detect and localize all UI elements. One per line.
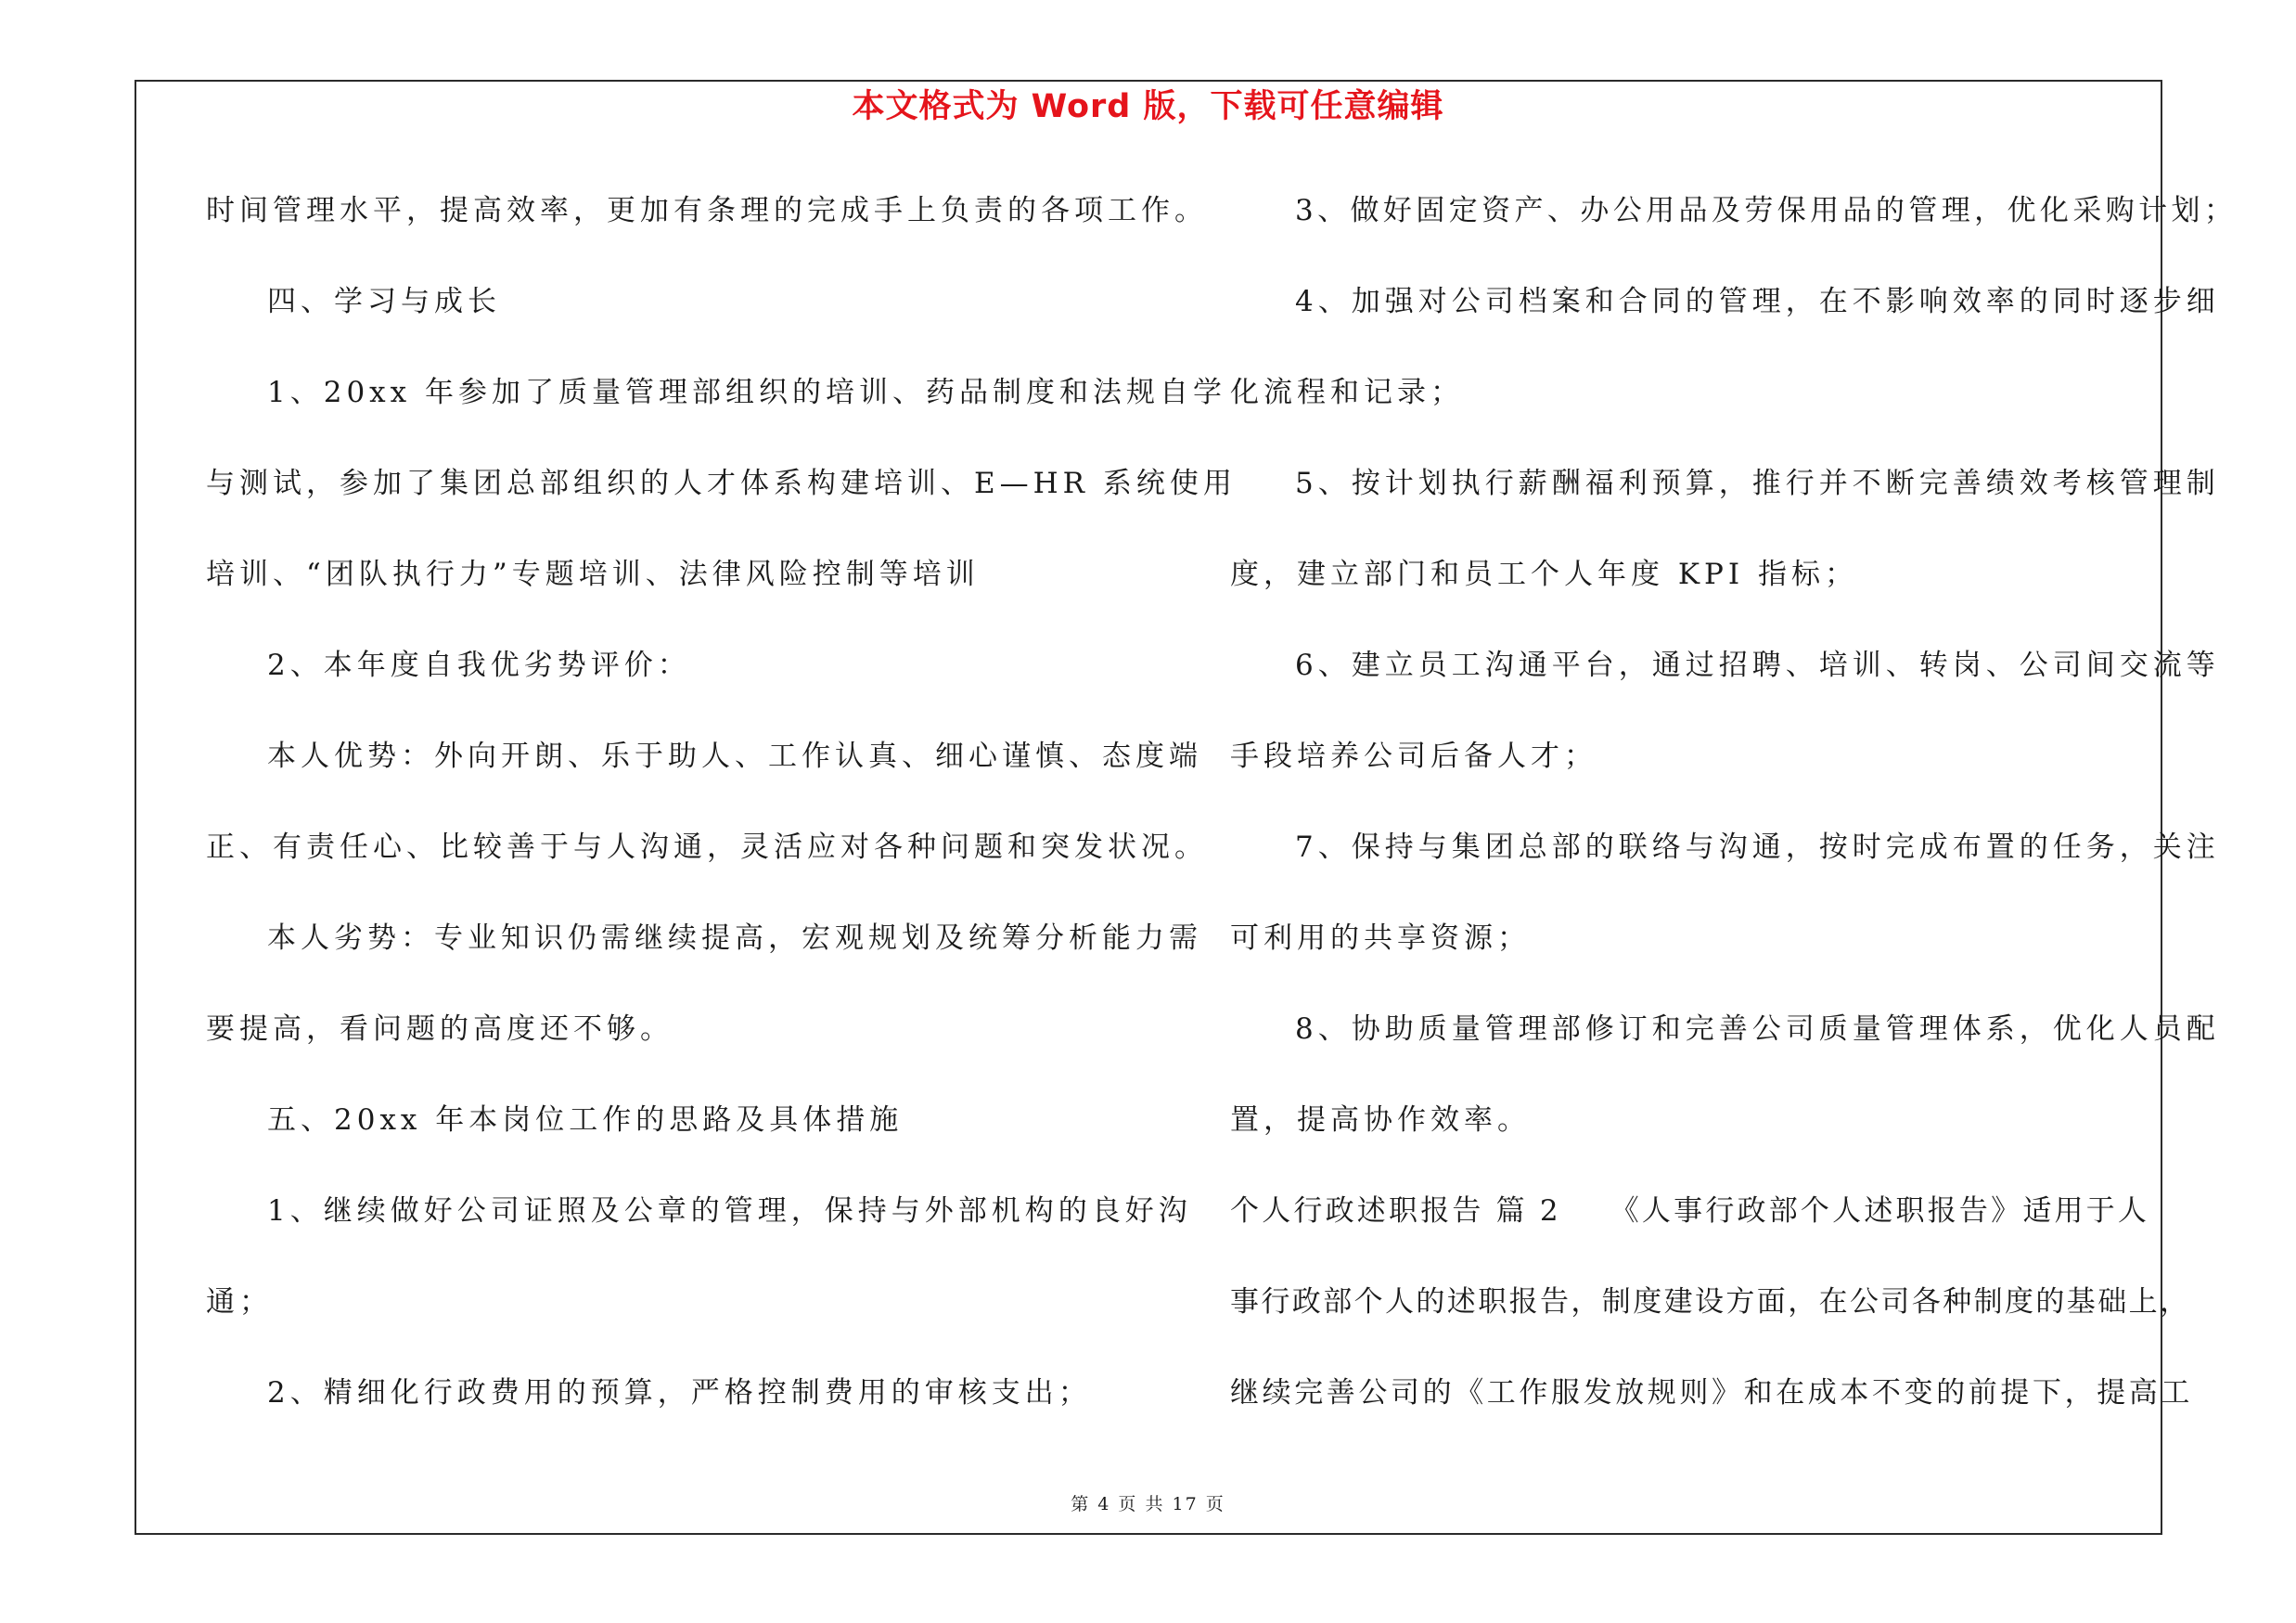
paragraph-line: 7、保持与集团总部的联络与沟通，按时完成布置的任务，关注: [1295, 831, 2220, 864]
paragraph-line: 1、20xx 年参加了质量管理部组织的培训、药品制度和法规自学: [267, 376, 1226, 409]
paragraph-line: 1、继续做好公司证照及公章的管理，保持与外部机构的良好沟: [267, 1194, 1192, 1228]
paragraph-line: 要提高，看问题的高度还不够。: [206, 1012, 673, 1046]
word-format-banner: 本文格式为 Word 版，下载可任意编辑: [852, 88, 1444, 125]
paragraph-line: 与测试，参加了集团总部组织的人才体系构建培训、E—HR 系统使用: [206, 467, 1237, 500]
page-number-footer: 第 4 页 共 17 页: [1071, 1494, 1225, 1514]
paragraph-line: 事行政部个人的述职报告，制度建设方面，在公司各种制度的基础上，: [1230, 1285, 2191, 1319]
left-text-column: [206, 0, 1237, 1623]
report-title-line: 个人行政述职报告 篇 2 《人事行政部个人述职报告》适用于人: [1230, 1194, 2150, 1228]
paragraph-line: 本人优势：外向开朗、乐于助人、工作认真、细心谨慎、态度端: [267, 740, 1202, 773]
paragraph-line: 化流程和记录；: [1230, 376, 1464, 409]
paragraph-line: 4、加强对公司档案和合同的管理，在不影响效率的同时逐步细: [1295, 285, 2220, 318]
paragraph-line: 时间管理水平，提高效率，更加有条理的完成手上负责的各项工作。: [206, 194, 1208, 227]
paragraph-line: 2、本年度自我优劣势评价：: [267, 649, 691, 682]
right-text-column: [1230, 0, 2238, 1623]
paragraph-line: 度，建立部门和员工个人年度 KPI 指标；: [1230, 558, 1858, 591]
paragraph-line: 通；: [206, 1285, 273, 1319]
section-heading: 五、20xx 年本岗位工作的思路及具体措施: [267, 1103, 904, 1137]
paragraph-line: 5、按计划执行薪酬福利预算，推行并不断完善绩效考核管理制: [1295, 467, 2220, 500]
paragraph-line: 继续完善公司的《工作服发放规则》和在成本不变的前提下，提高工: [1230, 1376, 2193, 1410]
paragraph-line: 培训、“团队执行力”专题培训、法律风险控制等培训: [206, 558, 980, 591]
paragraph-line: 可利用的共享资源；: [1230, 921, 1531, 955]
section-heading: 四、学习与成长: [267, 285, 501, 318]
paragraph-line: 置，提高协作效率。: [1230, 1103, 1531, 1137]
paragraph-line: 手段培养公司后备人才；: [1230, 740, 1597, 773]
paragraph-line: 3、做好固定资产、办公用品及劳保用品的管理，优化采购计划；: [1295, 194, 2238, 227]
paragraph-line: 本人劣势：专业知识仍需继续提高，宏观规划及统筹分析能力需: [267, 921, 1202, 955]
paragraph-line: 正、有责任心、比较善于与人沟通，灵活应对各种问题和突发状况。: [206, 831, 1208, 864]
paragraph-line: 2、精细化行政费用的预算，严格控制费用的审核支出；: [267, 1376, 1092, 1410]
paragraph-line: 8、协助质量管理部修订和完善公司质量管理体系，优化人员配: [1295, 1012, 2220, 1046]
paragraph-line: 6、建立员工沟通平台，通过招聘、培训、转岗、公司间交流等: [1295, 649, 2220, 682]
